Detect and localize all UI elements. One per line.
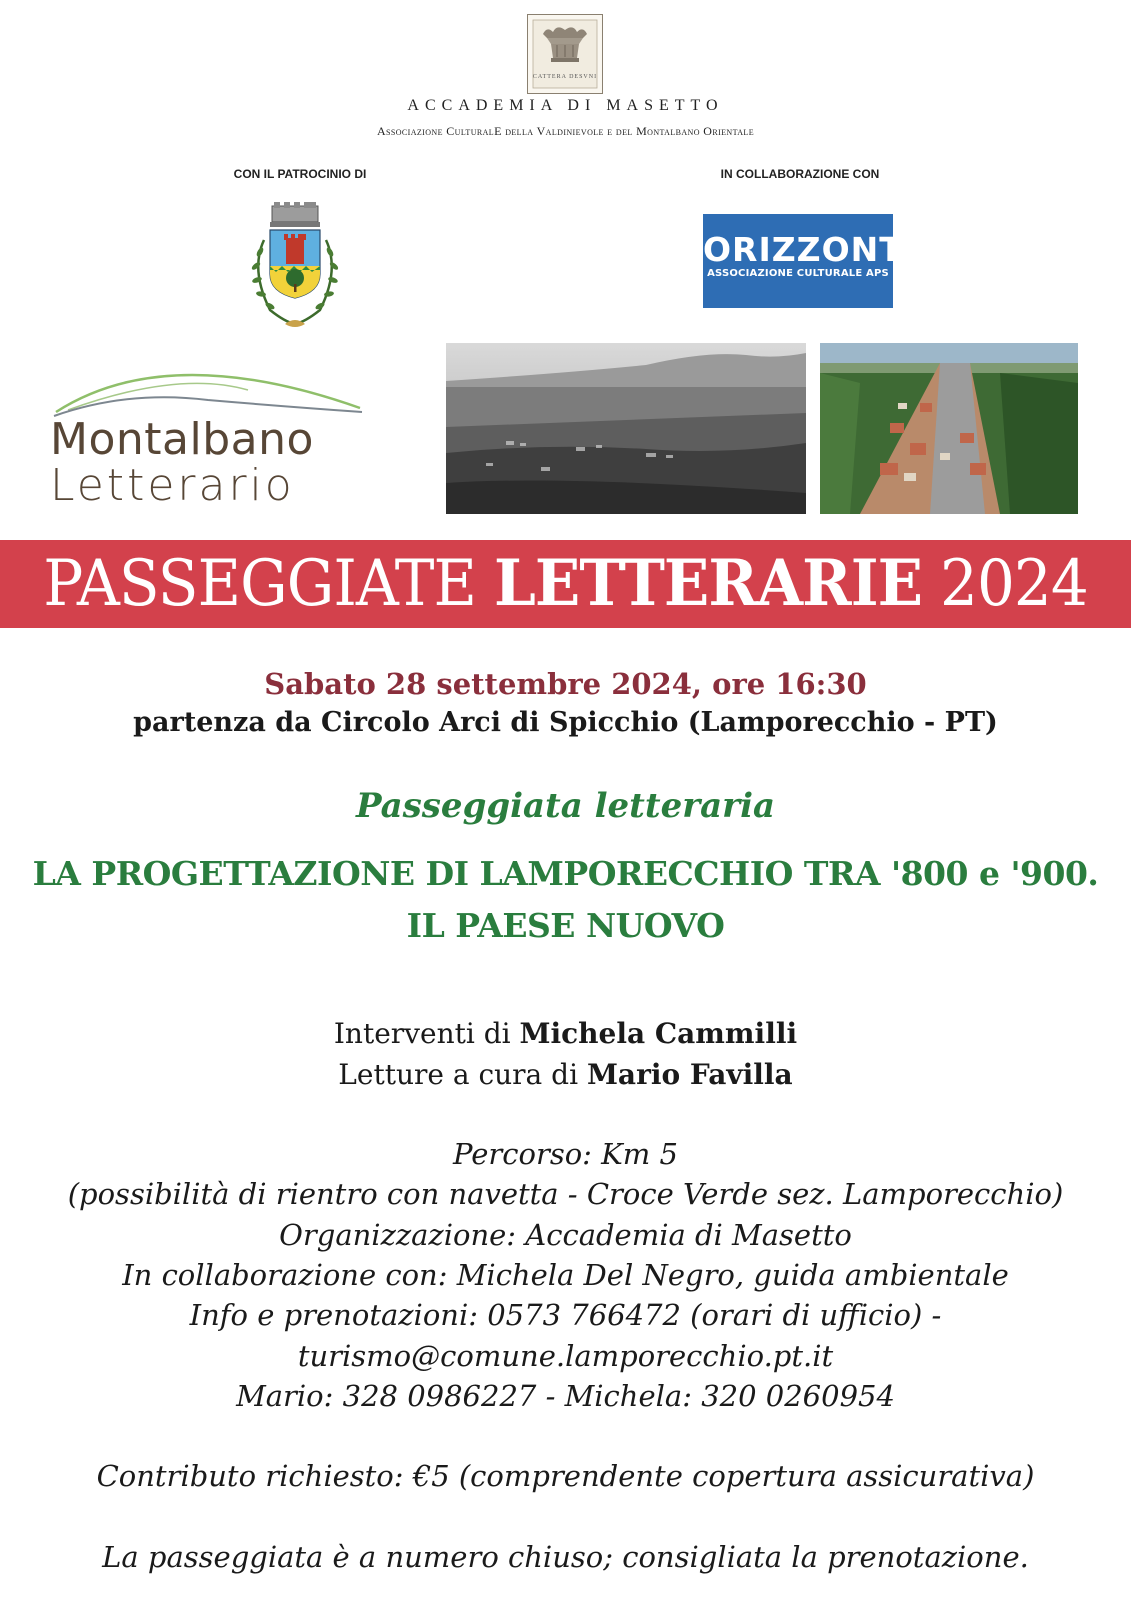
academy-logo-lettering: CATTERA DESVNI <box>532 74 598 80</box>
event-type: Passeggiata letteraria <box>355 786 776 826</box>
montalbano-brand-line1: Montalbano <box>50 414 314 465</box>
banner-title <box>40 543 1092 625</box>
banner-title-part2: LETTERARIE <box>493 546 923 621</box>
event-date: Sabato 28 settembre 2024, ore 16:30 <box>264 667 867 701</box>
banner-title-part1: PASSEGGIATE <box>43 547 476 621</box>
municipal-crest-icon <box>240 200 350 338</box>
contribution-info: Contributo richiesto: €5 (comprendente copertura assicurativa) <box>96 1459 1035 1493</box>
event-departure: partenza da Circolo Arci di Spicchio (Lamporecchio - PT) <box>133 707 998 738</box>
organization-info: Organizzazione: Accademia di Masetto <box>279 1218 852 1252</box>
readings-name: Mario Favilla <box>586 1058 793 1091</box>
event-title-line1: LA PROGETTAZIONE DI LAMPORECCHIO TRA '800 e '900. <box>32 854 1099 893</box>
readings-prefix: Letture a cura di <box>338 1058 579 1091</box>
patronage-label: CON IL PATROCINIO DI <box>233 167 367 181</box>
booking-info: Info e prenotazioni: 0573 766472 (orari di ufficio) - <box>189 1298 942 1332</box>
shuttle-info: (possibilità di rientro con navetta - Croce Verde sez. Lamporecchio) <box>67 1177 1064 1211</box>
organization-name: ACCADEMIA DI MASETTO <box>407 97 724 114</box>
orizzonti-name: ORIZZONTI <box>703 230 917 269</box>
organization-subtitle: Associazione CulturalE della Valdinievole e del Montalbano Orientale <box>376 124 755 138</box>
historic-landscape-photo <box>446 343 806 514</box>
interventions-prefix: Interventi di <box>333 1017 511 1050</box>
collaboration-label: IN COLLABORAZIONE CON <box>720 167 880 181</box>
academy-logo <box>527 14 603 94</box>
aerial-town-photo <box>820 343 1078 514</box>
interventions-line <box>0 1017 1131 1050</box>
collaboration-info: In collaborazione con: Michela Del Negro, guida ambientale <box>122 1258 1009 1292</box>
route-info: Percorso: Km 5 <box>453 1137 678 1171</box>
booking-note: La passeggiata è a numero chiuso; consigliata la prenotazione. <box>102 1540 1029 1574</box>
orizzonti-subtitle: ASSOCIAZIONE CULTURALE APS <box>707 268 889 279</box>
interventions-name: Michela Cammilli <box>519 1017 798 1050</box>
montalbano-brand-line2: Letterario <box>50 460 295 511</box>
contact-phones: Mario: 328 0986227 - Michela: 320 0260954 <box>236 1379 895 1413</box>
banner-title-year: 2024 <box>940 547 1088 621</box>
orizzonti-logo <box>703 214 917 308</box>
readings-line <box>0 1058 1131 1091</box>
contact-email: turismo@comune.lamporecchio.pt.it <box>297 1339 834 1373</box>
event-title-line2: IL PAESE NUOVO <box>406 906 725 945</box>
